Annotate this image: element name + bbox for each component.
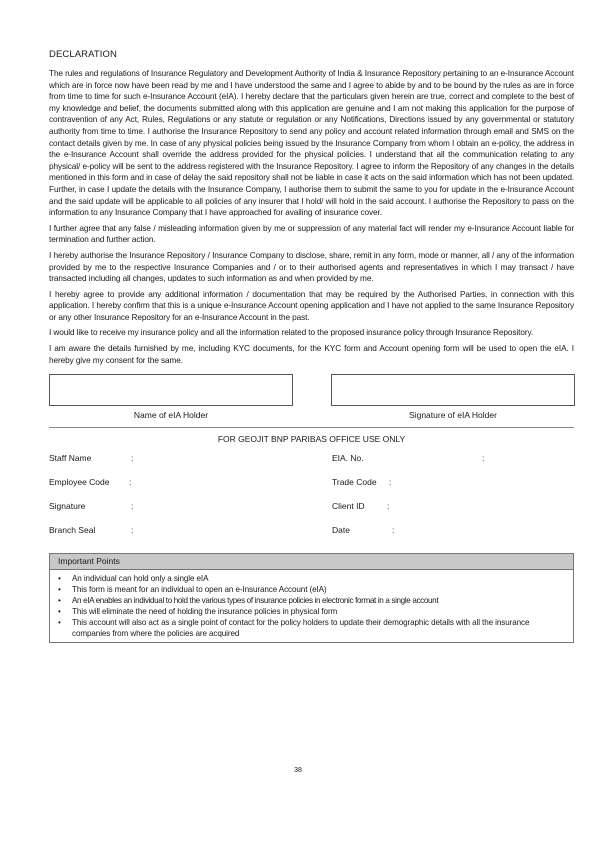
important-points-box: [49, 553, 574, 643]
list-item: [56, 617, 567, 639]
signature-boxes: [49, 374, 574, 406]
important-points-heading: Important Points: [50, 554, 573, 570]
colon: :: [131, 525, 134, 536]
client-id-label: Client ID: [332, 501, 365, 512]
page-number: 38: [294, 767, 302, 774]
colon: :: [131, 453, 134, 464]
declaration-page: [49, 49, 574, 643]
bullet-icon: •: [58, 585, 61, 595]
colon: :: [482, 453, 485, 464]
colon: :: [389, 477, 392, 488]
important-points-list: [50, 570, 573, 642]
branch-seal-label: Branch Seal: [49, 525, 96, 536]
list-item: [56, 584, 567, 595]
signature-of-eia-holder-box[interactable]: [331, 374, 575, 406]
list-item: [56, 595, 567, 606]
declaration-paragraph: I would like to receive my insurance policy and all the information related to the proposed insurance policy through Insurance Repository.: [49, 328, 534, 338]
signature-box-labels: [49, 410, 574, 424]
eia-no-label: EIA. No.: [332, 453, 364, 464]
colon: :: [131, 501, 134, 512]
bullet-icon: •: [58, 618, 61, 628]
declaration-heading: DECLARATION: [49, 49, 117, 60]
colon: :: [387, 501, 390, 512]
declaration-paragraph: I hereby authorise the Insurance Repository / Insurance Company to disclose, share, remit in any form, mode or manner, all / any of the information provided by me to the respective Insurance Companies and / or to their authorised agents and representatives in which I may transact / have transacted including all changes, updates to such information as and when provided by me.: [49, 250, 574, 284]
colon: :: [392, 525, 395, 536]
list-item-text: An eIA enables an individual to hold the various types of insurance policies in electronic format in a single account: [72, 596, 439, 606]
office-use-title: FOR GEOJIT BNP PARIBAS OFFICE USE ONLY: [217, 434, 406, 445]
declaration-paragraph: The rules and regulations of Insurance Regulatory and Development Authority of India & Insurance Repository pertaining to an e-Insurance Account which are in force now have been read by me and I have understood the same and I agree to abide by and to be bound by the rules as are in force from time to time for such e-Insurance Account (eIA). I hereby declare that the particulars given herein are true, correct and complete to the best of my knowledge and belief, the documents submitted along with this application are genuine and I am not making this application for the purpose of contravention of any Act, Rules, Regulations or any statute or regulation or any Notifications, Directions issued by any governmental or statutory authority from time to time. I authorise the Insurance Repository to send any policy and account related information through email and SMS on the contact details given by me. In case of any physical policies being issued by the Insurance Company from whom I obtain an e-policy, the address in the e-Insurance Account shall override the address provided for the physical policies. I understand that all the communication relating to any physical/ e-policy will be sent to the address registered with the Insurance Repository. I agree to inform the Repository of any changes in the details mentioned in this form and in case of delay the said repository shall not be liable in case it acts on the said information which has not been updated. Further, in case I update the details with the Insurance Company, I authorise them to submit the same to you for update in the e-Insurance Account and the said update will be applicable to all policies of any insurer that I hold/ will hold in the said account. I authorise the Repository to pass on the information to any Insurance Company that I have approached for availing of insurance cover.: [49, 69, 574, 218]
list-item-text: This form is meant for an individual to open an e-Insurance Account (eIA): [72, 585, 327, 595]
list-item-text: This account will also act as a single point of contact for the policy holders to update their demographic details with all the insurance companies from where the policies are acquired: [72, 618, 530, 639]
staff-name-label: Staff Name: [49, 453, 92, 464]
date-label: Date: [332, 525, 350, 536]
office-use-fields: [49, 453, 574, 549]
signature-of-eia-holder-label: Signature of eIA Holder: [409, 410, 497, 421]
bullet-icon: •: [58, 574, 61, 584]
list-item-text: This will eliminate the need of holding the insurance policies in physical form: [72, 607, 338, 617]
declaration-paragraph: I am aware the details furnished by me, including KYC documents, for the KYC form and Account opening form will be used to open the eIA. I hereby give my consent for the same.: [49, 344, 574, 365]
colon: :: [129, 477, 132, 488]
name-of-eia-holder-label: Name of eIA Holder: [133, 410, 209, 421]
employee-code-label: Employee Code: [49, 477, 110, 488]
trade-code-label: Trade Code: [332, 477, 377, 488]
declaration-paragraph: I hereby agree to provide any additional information / documentation that may be required by the Authorised Parties, in connection with this application. I hereby confirm that this is a unique e-Insurance Account opening application and I have not applied to the same Insurance Repository or any other Insurance Repository for an e-Insurance Account in the past.: [49, 289, 574, 322]
bullet-icon: •: [58, 596, 61, 606]
name-of-eia-holder-box[interactable]: [49, 374, 293, 406]
list-item: [56, 606, 567, 617]
declaration-paragraph: I further agree that any false / misleading information given by me or suppression of any material fact will render my e-Insurance Account liable for termination and further action.: [49, 223, 574, 245]
list-item-text: An individual can hold only a single eIA: [72, 574, 209, 584]
list-item: [56, 573, 567, 584]
divider: [49, 427, 574, 428]
bullet-icon: •: [58, 607, 61, 617]
signature-label: Signature: [49, 501, 86, 512]
